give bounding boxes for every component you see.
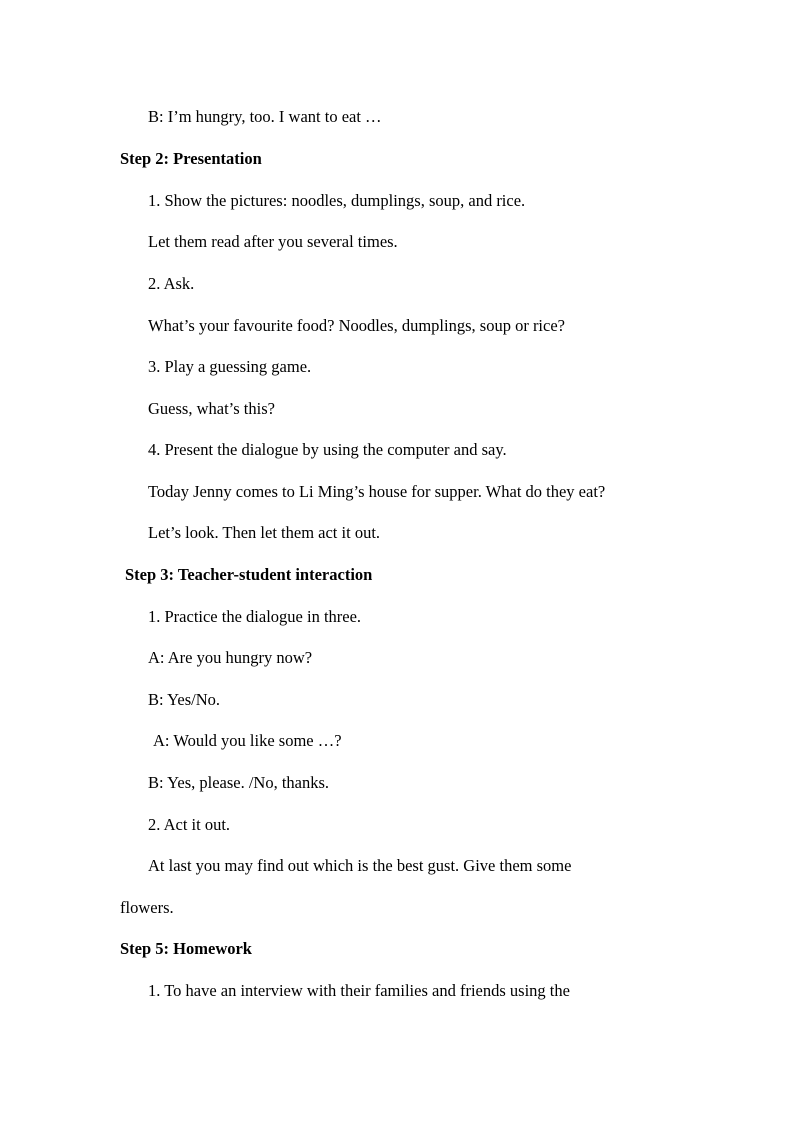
step-2-heading: Step 2: Presentation xyxy=(120,149,262,168)
homework-item-1: 1. To have an interview with their families and friends using the xyxy=(148,981,570,1000)
interaction-item-2-detail-continued: flowers. xyxy=(120,898,174,917)
presentation-item-3-detail: Guess, what’s this? xyxy=(148,399,275,418)
presentation-item-4-instruction: Let’s look. Then let them act it out. xyxy=(148,523,381,542)
dialogue-line-b-please: B: Yes, please. /No, thanks. xyxy=(148,773,330,792)
step-5-heading: Step 5: Homework xyxy=(120,939,252,958)
dialogue-line-a-would-you-like: A: Would you like some …? xyxy=(153,731,342,750)
dialogue-line-b-yes-no: B: Yes/No. xyxy=(148,690,220,709)
presentation-item-4-detail: Today Jenny comes to Li Ming’s house for supper. What do they eat? xyxy=(148,482,606,501)
dialogue-line-b-hungry: B: I’m hungry, too. I want to eat … xyxy=(148,107,382,126)
presentation-item-2: 2. Ask. xyxy=(148,274,195,293)
interaction-item-2: 2. Act it out. xyxy=(148,815,231,834)
dialogue-line-a-hungry: A: Are you hungry now? xyxy=(148,648,313,667)
interaction-item-1: 1. Practice the dialogue in three. xyxy=(148,607,362,626)
presentation-item-1-detail: Let them read after you several times. xyxy=(148,232,398,251)
presentation-item-1: 1. Show the pictures: noodles, dumplings, soup, and rice. xyxy=(148,191,526,210)
step-3-heading: Step 3: Teacher-student interaction xyxy=(125,565,373,584)
presentation-item-2-question: What’s your favourite food? Noodles, dumplings, soup or rice? xyxy=(148,316,565,335)
presentation-item-3: 3. Play a guessing game. xyxy=(148,357,312,376)
interaction-item-2-detail: At last you may find out which is the best gust. Give them some xyxy=(148,856,572,875)
presentation-item-4: 4. Present the dialogue by using the computer and say. xyxy=(148,440,507,459)
